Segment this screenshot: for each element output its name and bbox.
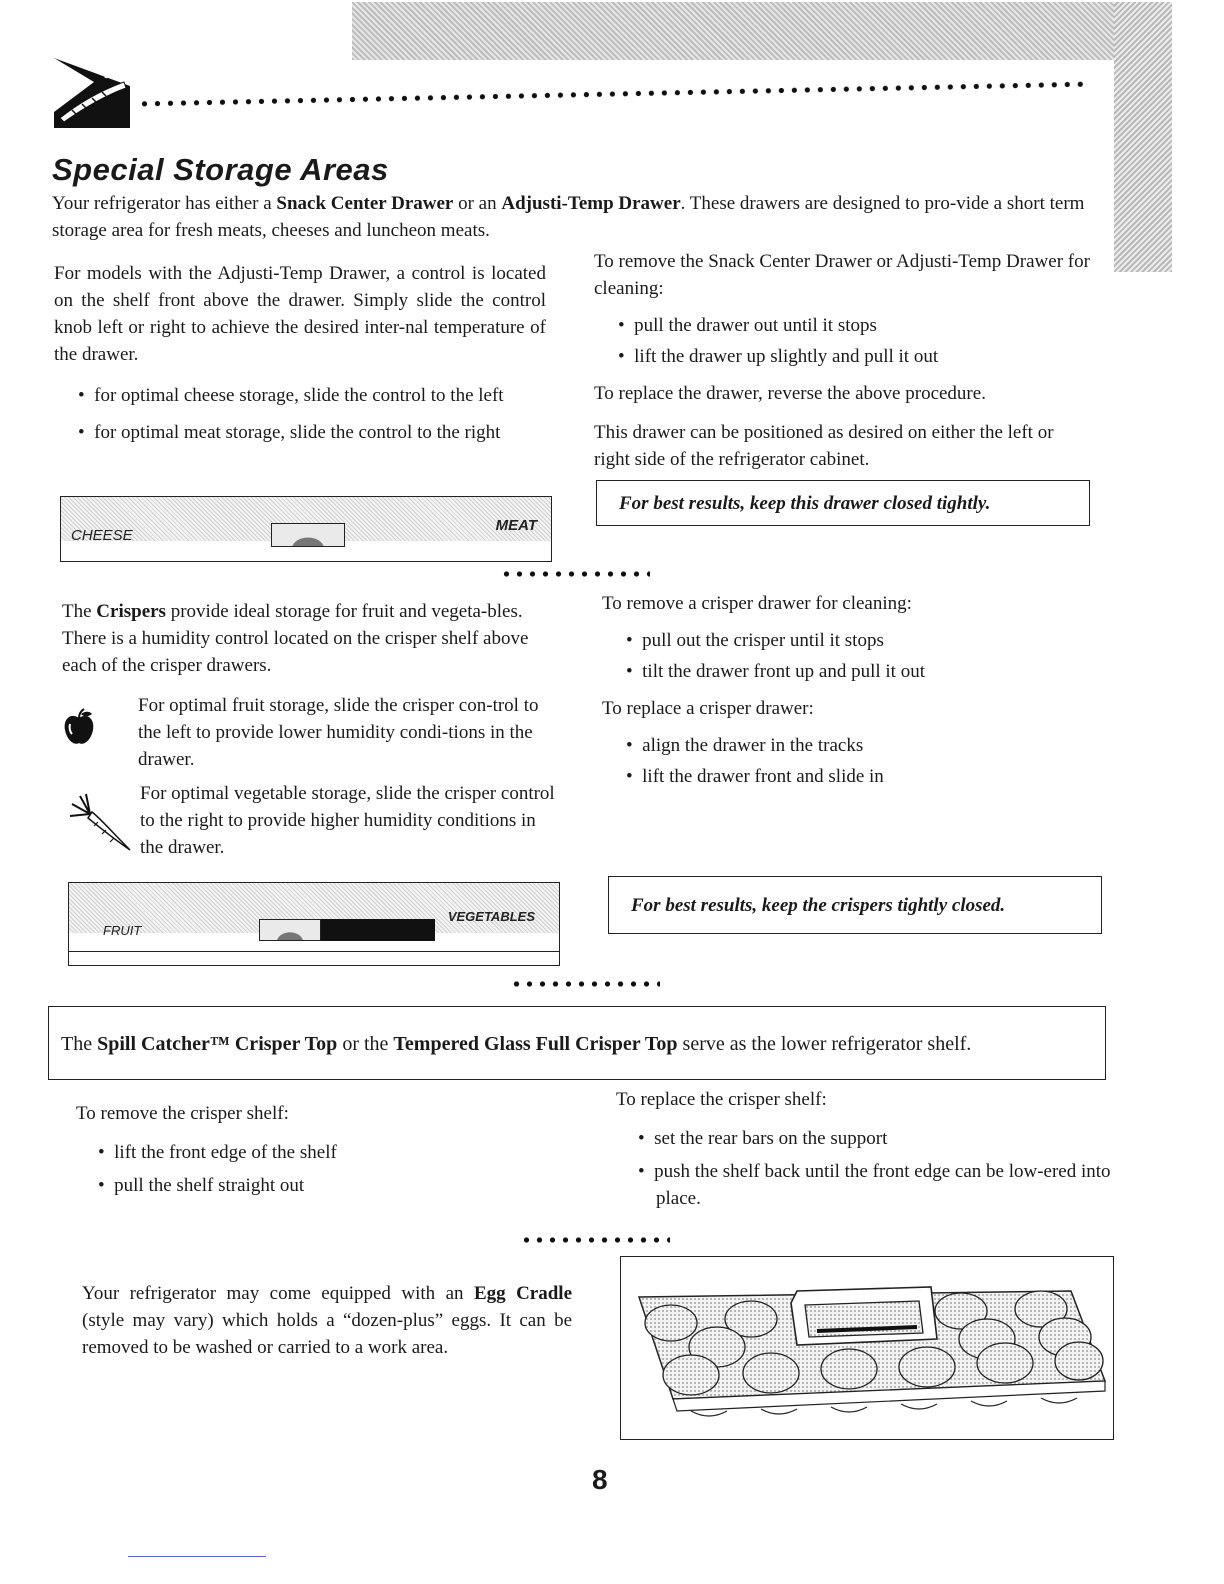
snack-removal-intro: To remove the Snack Center Drawer or Adjusti-Temp Drawer for cleaning: bbox=[594, 251, 1090, 299]
drawer-closed-note-text: For best results, keep this drawer closed tightly. bbox=[619, 493, 991, 514]
intro-text-1: Your refrigerator has either a bbox=[52, 193, 277, 214]
crispers-column bbox=[62, 598, 556, 679]
crisper-removal-intro: To remove a crisper drawer for cleaning: bbox=[602, 593, 912, 614]
shelf-replace-bullet-1: • set the rear bars on the support bbox=[638, 1125, 1112, 1152]
crispers-text-2: provide ideal storage for fruit and vegeta-bles. There is a humidity control located on the crisper shelf above each of the crisper drawers. bbox=[62, 601, 529, 676]
cheese-label: CHEESE bbox=[71, 527, 133, 544]
footer-rule bbox=[128, 1556, 266, 1557]
vegetable-storage-text: For optimal vegetable storage, slide the crisper control to the right to provide higher humidity conditions in the drawer. bbox=[140, 783, 555, 858]
shelf-replace-column bbox=[616, 1086, 1112, 1212]
snack-replace-text: To replace the drawer, reverse the above procedure. bbox=[594, 383, 986, 404]
shelf-removal-column bbox=[76, 1100, 546, 1199]
carrot-icon bbox=[70, 792, 134, 852]
shelf-removal-intro: To remove the crisper shelf: bbox=[76, 1103, 289, 1124]
adjusti-description: For models with the Adjusti-Temp Drawer, a control is located on the shelf front above the drawer. Simply slide the control knob left or right to achieve the desired inter-nal temperature of the drawer. bbox=[54, 263, 546, 365]
crisper-removal-column bbox=[602, 590, 1092, 790]
shelf-replace-bullet-2: • push the shelf back until the front edge can be low-ered into place. bbox=[638, 1158, 1112, 1212]
crispers-text-1: The bbox=[62, 601, 97, 622]
adjusti-temp-term: Adjusti-Temp Drawer bbox=[501, 193, 681, 214]
crisper-top-text-1: The bbox=[61, 1033, 98, 1055]
section-divider-1 bbox=[500, 570, 650, 578]
egg-cradle-text-1: Your refrigerator may come equipped with an bbox=[82, 1283, 474, 1304]
snack-position-text: This drawer can be positioned as desired on either the left or right side of the refrigerator cabinet. bbox=[594, 422, 1054, 470]
shelf-replace-intro: To replace the crisper shelf: bbox=[616, 1089, 827, 1110]
control-knob bbox=[271, 523, 345, 547]
drawer-closed-note bbox=[596, 480, 1090, 526]
egg-cradle-text-2: (style may vary) which holds a “dozen-plus” eggs. It can be removed to be washed or carried to a work area. bbox=[82, 1310, 572, 1358]
crisper-replace-intro: To replace a crisper drawer: bbox=[602, 698, 814, 719]
section-divider-3 bbox=[520, 1236, 670, 1244]
egg-cradle-text bbox=[82, 1280, 572, 1361]
crisper-replace-bullet-2: • lift the drawer front and slide in bbox=[626, 763, 1092, 790]
page-title: Special Storage Areas bbox=[52, 152, 389, 187]
intro-text-2: or an bbox=[453, 193, 502, 214]
vegetable-icon bbox=[50, 52, 132, 130]
egg-cradle-illustration bbox=[620, 1256, 1114, 1440]
snack-removal-bullet-2: • lift the drawer up slightly and pull it out bbox=[618, 343, 1090, 370]
meat-label: MEAT bbox=[495, 517, 537, 534]
crisper-control-filled bbox=[321, 919, 435, 941]
snack-center-term: Snack Center Drawer bbox=[276, 193, 454, 214]
section-divider-2 bbox=[510, 980, 660, 988]
shelf-removal-bullet-2: • pull the shelf straight out bbox=[98, 1172, 546, 1199]
side-band bbox=[1114, 2, 1172, 272]
crisper-removal-bullet-1: • pull out the crisper until it stops bbox=[626, 627, 1092, 654]
vegetables-label: VEGETABLES bbox=[447, 909, 535, 924]
cheese-meat-control bbox=[60, 496, 552, 562]
intro-paragraph bbox=[52, 190, 1092, 244]
snack-removal-column bbox=[594, 248, 1090, 473]
fruit-vegetables-control bbox=[68, 882, 560, 966]
crispers-closed-note-text: For best results, keep the crispers tightly closed. bbox=[631, 895, 1006, 916]
fruit-storage-text: For optimal fruit storage, slide the crisper con-trol to the left to provide lower humidity condi-tions in the drawer. bbox=[138, 695, 539, 770]
snack-removal-bullet-1: • pull the drawer out until it stops bbox=[618, 312, 1090, 339]
page-number: 8 bbox=[592, 1464, 608, 1495]
tempered-glass-term: Tempered Glass Full Crisper Top bbox=[393, 1033, 678, 1055]
adjusti-column bbox=[54, 260, 546, 446]
intro-text-3: . These drawers are designed to pro-vide a short term storage area for fresh meats, cheeses and luncheon meats. bbox=[52, 193, 1085, 241]
crispers-term: Crispers bbox=[96, 601, 166, 622]
crispers-description bbox=[62, 598, 556, 679]
crisper-removal-bullet-2: • tilt the drawer front up and pull it out bbox=[626, 658, 1092, 685]
spill-catcher-term: Spill Catcher™ Crisper Top bbox=[97, 1033, 338, 1055]
crisper-top-text-3: serve as the lower refrigerator shelf. bbox=[677, 1033, 972, 1055]
shelf-removal-bullet-1: • lift the front edge of the shelf bbox=[98, 1139, 546, 1166]
apple-icon bbox=[62, 708, 96, 748]
crisper-top-text bbox=[61, 1031, 1105, 1058]
crisper-replace-bullet-1: • align the drawer in the tracks bbox=[626, 732, 1092, 759]
meat-bullet: • for optimal meat storage, slide the control to the right bbox=[78, 419, 546, 446]
crisper-control-knob bbox=[259, 919, 321, 941]
egg-cradle-term: Egg Cradle bbox=[473, 1283, 573, 1304]
crisper-top-text-2: or the bbox=[337, 1033, 394, 1055]
fruit-label: FRUIT bbox=[103, 923, 142, 938]
crisper-control-base bbox=[69, 951, 559, 952]
header-dot-rule bbox=[138, 80, 1084, 108]
header-band bbox=[352, 2, 1172, 60]
cheese-bullet: • for optimal cheese storage, slide the control to the left bbox=[78, 382, 546, 409]
crispers-closed-note bbox=[608, 876, 1102, 934]
crisper-top-box bbox=[48, 1006, 1106, 1080]
